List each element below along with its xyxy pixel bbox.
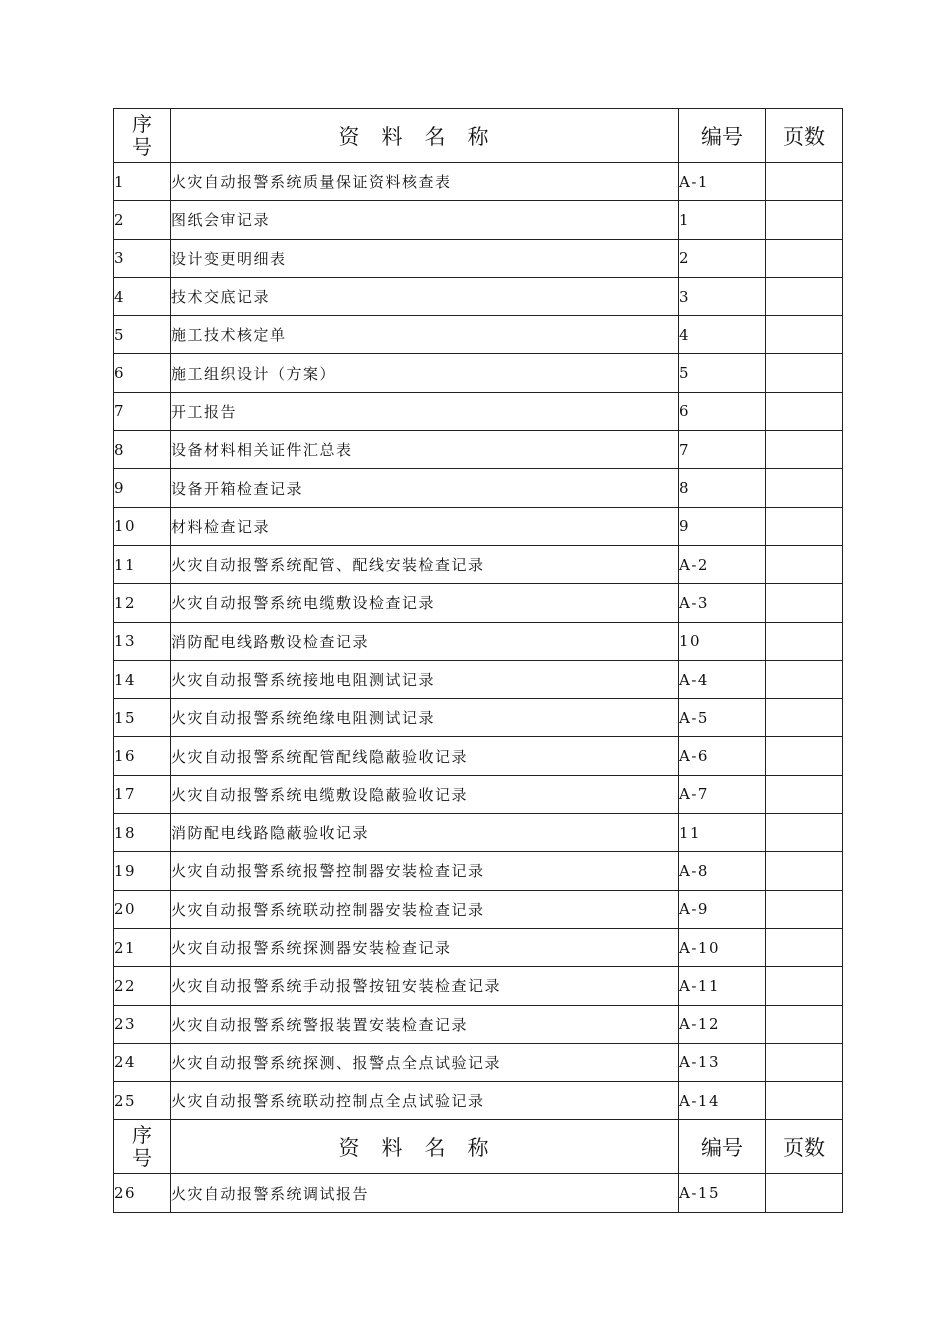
row-code: 9: [679, 507, 766, 545]
row-code: A-9: [679, 890, 766, 928]
table-row: [114, 277, 843, 315]
row-document-name: 火灾自动报警系统警报装置安装检查记录: [171, 1005, 679, 1043]
table-row: [114, 163, 843, 201]
header-pages: 页数: [766, 1120, 843, 1174]
row-code: 11: [679, 814, 766, 852]
row-pages: [766, 584, 843, 622]
row-pages: [766, 967, 843, 1005]
row-document-name: 施工组织设计（方案）: [171, 354, 679, 392]
header-seq-line1: 序: [132, 111, 152, 136]
header-pages: 页数: [766, 109, 843, 163]
row-number: 4: [114, 277, 171, 315]
table-row: [114, 852, 843, 890]
row-code: A-8: [679, 852, 766, 890]
row-pages: [766, 660, 843, 698]
row-document-name: 火灾自动报警系统联动控制点全点试验记录: [171, 1082, 679, 1120]
row-number: 14: [114, 660, 171, 698]
table-row: [114, 622, 843, 660]
row-pages: [766, 507, 843, 545]
row-pages: [766, 737, 843, 775]
header-seq-line1: 序: [132, 1122, 152, 1147]
row-document-name: 技术交底记录: [171, 277, 679, 315]
row-code: 2: [679, 239, 766, 277]
row-number: 11: [114, 545, 171, 583]
row-document-name: 设备开箱检查记录: [171, 469, 679, 507]
row-code: A-2: [679, 545, 766, 583]
row-number: 21: [114, 928, 171, 966]
header-seq: [114, 1120, 171, 1174]
row-document-name: 施工技术核定单: [171, 316, 679, 354]
row-pages: [766, 1174, 843, 1212]
table-row: [114, 201, 843, 239]
row-pages: [766, 545, 843, 583]
row-code: 3: [679, 277, 766, 315]
row-pages: [766, 928, 843, 966]
row-pages: [766, 890, 843, 928]
row-number: 9: [114, 469, 171, 507]
row-document-name: 火灾自动报警系统探测器安装检查记录: [171, 928, 679, 966]
table-row: [114, 469, 843, 507]
row-number: 13: [114, 622, 171, 660]
table-row: [114, 584, 843, 622]
row-number: 8: [114, 431, 171, 469]
row-document-name: 设计变更明细表: [171, 239, 679, 277]
table-row: [114, 354, 843, 392]
row-pages: [766, 622, 843, 660]
row-pages: [766, 392, 843, 430]
table-row: [114, 1043, 843, 1081]
row-pages: [766, 469, 843, 507]
row-number: 12: [114, 584, 171, 622]
row-code: 7: [679, 431, 766, 469]
row-number: 23: [114, 1005, 171, 1043]
table-row: [114, 545, 843, 583]
table-row: [114, 890, 843, 928]
row-code: A-7: [679, 775, 766, 813]
row-document-name: 火灾自动报警系统配管配线隐蔽验收记录: [171, 737, 679, 775]
row-code: A-11: [679, 967, 766, 1005]
header-name: 资料名称: [171, 1120, 679, 1174]
row-pages: [766, 852, 843, 890]
row-code: A-10: [679, 928, 766, 966]
row-number: 6: [114, 354, 171, 392]
row-document-name: 火灾自动报警系统电缆敷设隐蔽验收记录: [171, 775, 679, 813]
table-row: [114, 392, 843, 430]
row-code: A-15: [679, 1174, 766, 1212]
row-pages: [766, 699, 843, 737]
row-number: 25: [114, 1082, 171, 1120]
row-document-name: 火灾自动报警系统探测、报警点全点试验记录: [171, 1043, 679, 1081]
row-pages: [766, 431, 843, 469]
row-document-name: 设备材料相关证件汇总表: [171, 431, 679, 469]
row-pages: [766, 239, 843, 277]
row-document-name: 消防配电线路隐蔽验收记录: [171, 814, 679, 852]
table-body: [114, 109, 843, 1213]
row-number: 2: [114, 201, 171, 239]
row-code: A-1: [679, 163, 766, 201]
table-row: [114, 967, 843, 1005]
header-row: [114, 109, 843, 163]
table-row: [114, 316, 843, 354]
table-row: [114, 239, 843, 277]
row-number: 15: [114, 699, 171, 737]
row-code: 10: [679, 622, 766, 660]
row-code: A-3: [679, 584, 766, 622]
header-row: [114, 1120, 843, 1174]
row-pages: [766, 1043, 843, 1081]
row-code: A-13: [679, 1043, 766, 1081]
row-pages: [766, 814, 843, 852]
table-row: [114, 699, 843, 737]
row-code: 1: [679, 201, 766, 239]
row-pages: [766, 1005, 843, 1043]
row-pages: [766, 1082, 843, 1120]
row-code: A-12: [679, 1005, 766, 1043]
table-row: [114, 1082, 843, 1120]
row-number: 16: [114, 737, 171, 775]
table-row: [114, 1005, 843, 1043]
row-code: A-14: [679, 1082, 766, 1120]
row-document-name: 火灾自动报警系统接地电阻测试记录: [171, 660, 679, 698]
row-number: 19: [114, 852, 171, 890]
row-code: A-5: [679, 699, 766, 737]
row-document-name: 火灾自动报警系统质量保证资料核查表: [171, 163, 679, 201]
row-number: 22: [114, 967, 171, 1005]
row-document-name: 火灾自动报警系统手动报警按钮安装检查记录: [171, 967, 679, 1005]
row-pages: [766, 163, 843, 201]
row-number: 7: [114, 392, 171, 430]
row-pages: [766, 201, 843, 239]
row-number: 24: [114, 1043, 171, 1081]
row-pages: [766, 277, 843, 315]
row-number: 18: [114, 814, 171, 852]
row-number: 3: [114, 239, 171, 277]
header-seq-line2: 号: [132, 1145, 152, 1170]
row-number: 17: [114, 775, 171, 813]
header-code: 编号: [679, 109, 766, 163]
header-name: 资料名称: [171, 109, 679, 163]
row-code: 8: [679, 469, 766, 507]
table-row: [114, 660, 843, 698]
row-number: 5: [114, 316, 171, 354]
table-row: [114, 507, 843, 545]
row-document-name: 火灾自动报警系统调试报告: [171, 1174, 679, 1212]
table-row: [114, 1174, 843, 1212]
table-row: [114, 928, 843, 966]
row-number: 1: [114, 163, 171, 201]
row-code: 4: [679, 316, 766, 354]
row-document-name: 消防配电线路敷设检查记录: [171, 622, 679, 660]
header-code: 编号: [679, 1120, 766, 1174]
table-row: [114, 814, 843, 852]
row-code: 5: [679, 354, 766, 392]
row-code: A-4: [679, 660, 766, 698]
row-document-name: 开工报告: [171, 392, 679, 430]
row-pages: [766, 316, 843, 354]
header-seq-line2: 号: [132, 134, 152, 159]
table-row: [114, 737, 843, 775]
row-document-name: 材料检查记录: [171, 507, 679, 545]
row-pages: [766, 775, 843, 813]
row-document-name: 火灾自动报警系统电缆敷设检查记录: [171, 584, 679, 622]
row-pages: [766, 354, 843, 392]
row-document-name: 火灾自动报警系统绝缘电阻测试记录: [171, 699, 679, 737]
row-number: 20: [114, 890, 171, 928]
row-document-name: 火灾自动报警系统报警控制器安装检查记录: [171, 852, 679, 890]
row-number: 10: [114, 507, 171, 545]
row-document-name: 图纸会审记录: [171, 201, 679, 239]
document-index-table: [113, 108, 843, 1213]
row-code: A-6: [679, 737, 766, 775]
table-row: [114, 431, 843, 469]
table-row: [114, 775, 843, 813]
header-seq: [114, 109, 171, 163]
row-code: 6: [679, 392, 766, 430]
row-document-name: 火灾自动报警系统配管、配线安装检查记录: [171, 545, 679, 583]
row-document-name: 火灾自动报警系统联动控制器安装检查记录: [171, 890, 679, 928]
row-number: 26: [114, 1174, 171, 1212]
